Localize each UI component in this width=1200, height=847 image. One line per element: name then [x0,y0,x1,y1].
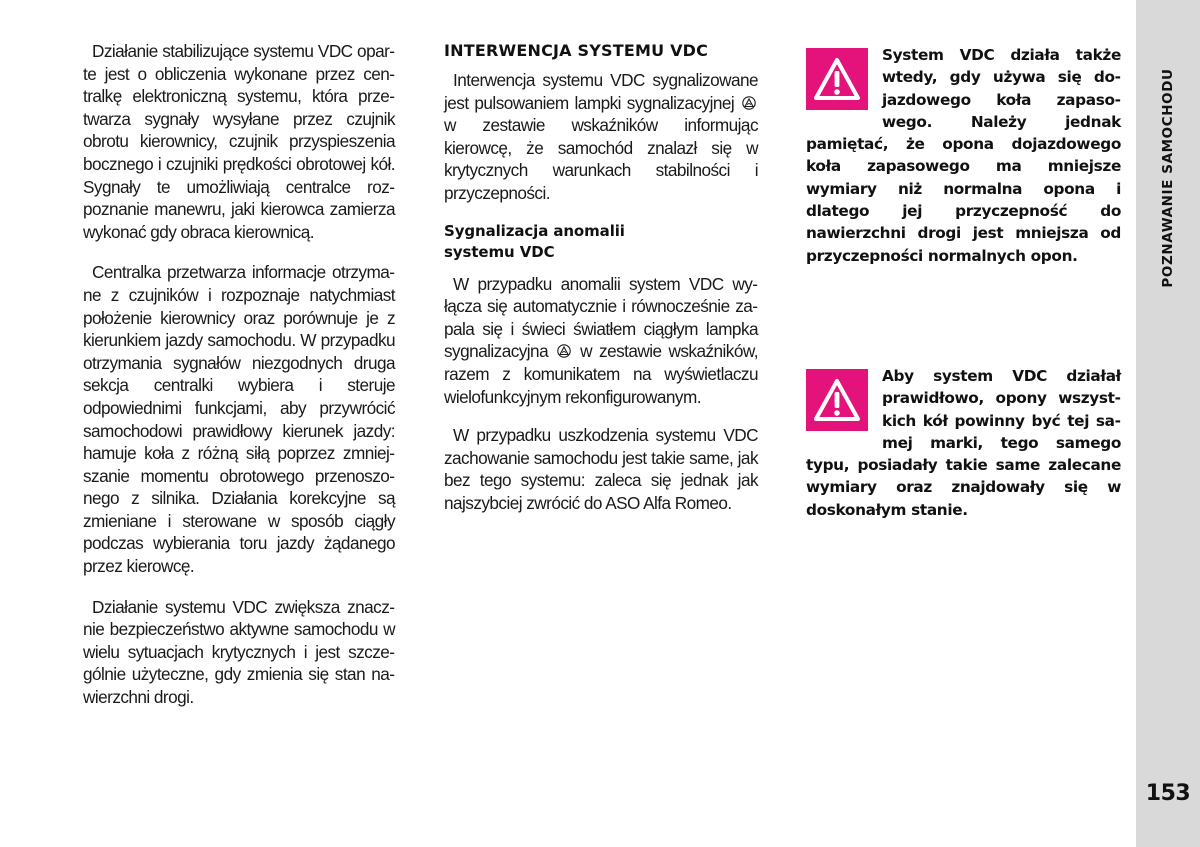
paragraph-vdc-failure: W przypadku uszkodzenia systemu VDC zachowanie samochodu jest takie same, jak bez tego systemu: zaleca się jednak jak najszybciej zwrócić do ASO Alfa Romeo. [444,425,758,513]
warning-text: Aby system VDC działał prawidłowo, opony wszystkich kół powinny być tej samej marki, tego samego typu, posiadały takie same zalecane wymiary oraz znajdowały się w doskonałym stanie. [806,366,1121,519]
warning-triangle-icon [806,48,868,110]
text-fragment: W przypadku anomalii system VDC wyłącza się automatycznie i równocześnie zapala się i świeci światłem ciągłym lampka sygnalizacyjna [444,273,758,362]
warning-tyres [806,365,1121,521]
text-fragment: w zestawie wskaźników informując kierowcę, że samochód znalazł się w krytycznych warunkach stabilności i przyczepności. [444,115,758,203]
paragraph-vdc-stabilization: Działanie stabilizujące systemu VDC oparte jest o obliczenia wykonane przez centralkę elektroniczną systemu, która przetwarza sygnały wysyłane przez czujnik obrotu kierownicy, czujnik przyspieszenia bocznego i czujniki prędkości obrotowej kół. Sygnały te umożliwiają centralce rozpoznanie manewru, jaki kierowca zamierza wykonać gdy obraca kierownicą. [83,41,395,242]
paragraph-active-safety: Działanie systemu VDC zwiększa znacznie bezpieczeństwo aktywne samochodu w wielu sytuacjach krytycznych i jest szczególnie użyteczne, gdy zmienia się stan nawierzchni drogi. [83,596,395,708]
column-right [806,40,1121,521]
page-number: 153 [1145,781,1191,806]
section-title: INTERWENCJA SYSTEMU VDC [444,41,709,60]
subsection-title: Sygnalizacja anomalii systemu VDC [444,221,625,261]
column-middle [444,40,758,531]
chapter-title: POZNAWANIE SAMOCHODU [1160,68,1176,288]
paragraph-control-unit: Centralka przetwarza informacje otrzymane z czujników i rozpoznaje natychmiast położenie kierownicy oraz porównuje je z kierunkiem jazdy samochodu. W przypadku otrzymania sygnałów niezgodnych druga sekcja centralki wybiera i steruje odpowiednimi funkcjami, aby przywrócić samochodowi prawidłowy kierunek jazdy: hamuje koła z różną siłą poprzez zmniejszanie momentu obrotowego przenoszonego z silnika. Działania korekcyjne są zmieniane i sterowane w sposób ciągły podczas wybierania toru jazdy żądanego przez kierowcę. [83,262,395,577]
paragraph-vdc-anomaly [444,273,758,409]
vdc-warning-light-icon [557,344,571,358]
column-left [83,40,395,727]
chapter-side-tab [1136,0,1200,847]
warning-triangle-icon [806,369,868,431]
warning-text: System VDC działa także wtedy, gdy używa się dojazdowego koła zapasowego. Należy jednak pamiętać, że opona dojazdowego koła zapasowego ma mniejsze wymiary niż normalna opona i dlatego jej przyczepność do nawierzchni drogi jest mniejsza od przyczepności normalnych opon. [806,46,1121,265]
warning-spare-wheel [806,44,1121,267]
vdc-warning-light-icon [742,96,756,110]
text-fragment: Interwencja systemu VDC sygnalizowane jest pulsowaniem lampki sygnalizacyjnej [444,70,758,113]
text-fragment: w zestawie wskaźników, razem z komunikatem na wyświetlaczu wielofunkcyjnym rekonfigurowanym. [444,341,758,407]
paragraph-vdc-intervention [444,69,758,205]
